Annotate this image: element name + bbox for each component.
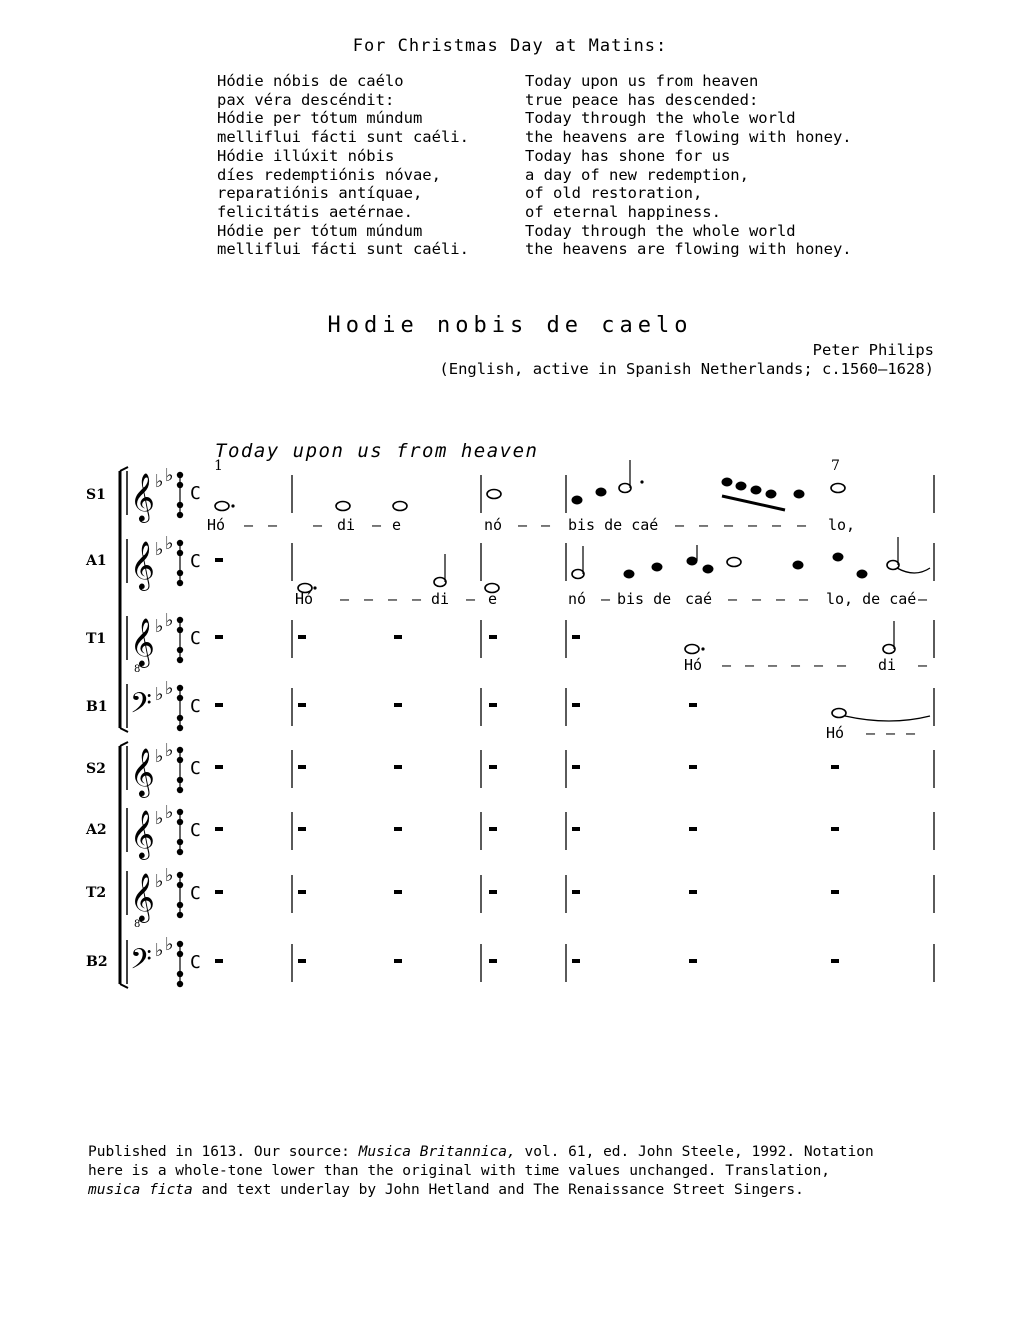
rest-mark [298,765,306,769]
time-signature: C [190,883,201,904]
flat-icon: ♭ [165,533,174,554]
lyric-hyphen: – [797,516,807,534]
augmentation-dot [640,480,643,483]
latin-line: Hódie per tótum múndum [217,221,423,240]
rest-mark [831,890,839,894]
flat-icon: ♭ [165,802,174,823]
rest-mark [215,959,223,963]
latin-line: reparatiónis antíquae, [217,184,423,203]
rest-mark [215,827,223,831]
bass-clef-icon: 𝄢 [130,943,152,983]
rest-mark [572,890,580,894]
rest-mark [689,890,697,894]
half-note [619,484,631,493]
lyric-hyphen: – [918,590,928,608]
english-line: Today upon us from heaven [525,72,759,90]
english-line: of old restoration, [525,184,703,203]
quarter-note [596,488,607,497]
time-signature: C [190,483,201,504]
voice-label-s2: S2 [86,761,106,777]
quarter-note [687,557,698,566]
time-signature: C [190,758,201,779]
rest-mark [689,959,697,963]
rest-mark [298,635,306,639]
flat-icon: ♭ [155,871,164,892]
lyric-hyphen: – [906,724,916,742]
lyric-hyphen: – [364,590,374,608]
lyric-hyphen: – [791,656,801,674]
lyric-hyphen: – [768,656,778,674]
lyric-hyphen: – [837,656,847,674]
flat-icon: ♭ [165,865,174,886]
latin-line: Hódie illúxit nóbis [217,146,395,165]
lyric-hyphen: – [675,516,685,534]
composer-name: Peter Philips [812,341,934,359]
whole-note [685,645,699,654]
english-line: of eternal happiness. [525,202,721,221]
rest-mark [215,635,223,639]
measure-number-1: 1 [214,458,223,474]
lyric-hyphen: – [388,590,398,608]
rest-mark [489,635,497,639]
lyric-hyphen: – [799,590,809,608]
rest-mark [489,890,497,894]
rest-mark [572,827,580,831]
lyric-hyphen: – [745,656,755,674]
lyric-hyphen: – [518,516,528,534]
rest-mark [489,959,497,963]
rest-mark [572,765,580,769]
quarter-note [794,490,805,499]
lyric-hyphen: – [814,656,824,674]
rest-mark [572,959,580,963]
half-note [572,570,584,579]
rest-mark [831,827,839,831]
lyric-syllable: Hó [684,656,703,674]
voice-label-a1: A1 [86,553,107,569]
lyric-syllable: nó [568,590,587,608]
flat-icon: ♭ [165,934,174,955]
quarter-note [722,478,733,487]
footer-text: Published in 1613. Our source: [88,1144,359,1160]
footer-text: and text underlay by John Hetland and The Renaissance Street Singers. [192,1182,804,1198]
lyric-syllable: nó [484,516,503,534]
rest-mark [831,765,839,769]
flat-icon: ♭ [155,746,164,767]
lyric-hyphen: – [866,724,876,742]
latin-line: melliflui fácti sunt caéli. [217,240,469,259]
english-line: Today through the whole world [525,221,796,240]
quarter-note [572,496,583,505]
lyric-hyphen: – [918,656,928,674]
quarter-note [703,565,714,574]
time-signature: C [190,628,201,649]
lyric-syllable: caé [685,590,713,608]
rest-mark [394,635,402,639]
tie [845,716,930,721]
rest-mark [394,827,402,831]
english-line: true peace has descended: [525,90,759,109]
whole-note [832,709,846,718]
time-signature: C [190,551,201,572]
lyric-hyphen: – [412,590,422,608]
publication-note [88,1143,938,1200]
whole-note [393,502,407,511]
treble-clef-icon: 𝄞 [130,472,155,521]
treble-clef-icon: 𝄞 [130,809,155,858]
lyric-hyphen: – [886,724,896,742]
augmentation-dot [313,586,316,589]
rest-mark [298,959,306,963]
lyric-syllable: di [878,656,897,674]
lyric-syllable: Hó [207,516,226,534]
rest-mark [298,827,306,831]
treble-clef-icon: 𝄞 [130,617,155,666]
latin-line: melliflui fácti sunt caéli. [217,128,469,147]
whole-note [215,502,229,511]
lyric-syllable: e [488,590,498,608]
latin-line: díes redemptiónis nóvae, [217,165,441,184]
lyric-syllable: di [431,590,450,608]
latin-line: Hódie per tótum múndum [217,109,423,128]
lyric-syllable: e [392,516,402,534]
voice-label-a2: A2 [86,822,107,838]
bass-clef-icon: 𝄢 [130,687,152,727]
rest-mark [572,635,580,639]
lyric-syllable: di [337,516,356,534]
quarter-note [751,486,762,495]
rest-mark [689,703,697,707]
rest-mark [215,703,223,707]
flat-icon: ♭ [155,539,164,560]
flat-icon: ♭ [155,616,164,637]
lyric-hyphen: – [541,516,551,534]
rest-mark [489,827,497,831]
flat-icon: ♭ [155,940,164,961]
rest-mark [215,890,223,894]
page-heading: For Christmas Day at Matins: [352,36,668,56]
bracket-hook [120,984,128,988]
lyric-hyphen: – [776,590,786,608]
lyric-hyphen: – [268,516,278,534]
bracket-hook [120,728,128,732]
flat-icon: ♭ [155,684,164,705]
piece-title: Hodie nobis de caelo [327,313,693,338]
measure-number-7: 7 [831,458,840,474]
rest-mark [689,765,697,769]
flat-icon: ♭ [155,808,164,829]
lyric-hyphen: – [728,590,738,608]
lyric-hyphen: – [722,656,732,674]
lyric-hyphen: – [748,516,758,534]
voice-label-b1: B1 [86,699,108,715]
rest-mark [489,703,497,707]
lyric-hyphen: – [772,516,782,534]
flat-icon: ♭ [165,610,174,631]
whole-note [831,484,845,493]
quarter-note [833,553,844,562]
voice-label-t1: T1 [86,631,107,647]
rest-mark [394,765,402,769]
whole-note [336,502,350,511]
lyric-hyphen: – [699,516,709,534]
latin-line: pax véra descéndit: [217,90,395,109]
rest-mark [215,558,223,562]
source-title: Musica Britannica, [358,1144,516,1160]
lyric-syllable: lo, [828,516,856,534]
flat-icon: ♭ [165,740,174,761]
rest-mark [394,959,402,963]
voice-label-s1: S1 [86,487,106,503]
lyric-hyphen: – [244,516,254,534]
quarter-note [793,561,804,570]
tempo-text: Today upon us from heaven [215,440,539,462]
bracket-hook [120,467,128,471]
lyric-syllable: Hó [295,590,314,608]
treble-clef-icon: 𝄞 [130,540,155,589]
bracket-hook [120,742,128,746]
lyric-hyphen: – [372,516,382,534]
lyric-syllable: lo, de caé [826,590,917,608]
octave-marker: 8 [134,664,141,675]
rest-mark [489,765,497,769]
treble-clef-icon: 𝄞 [130,747,155,796]
quarter-note [857,570,868,579]
latin-line: felicitátis aetérnae. [217,202,413,221]
lyric-hyphen: – [340,590,350,608]
english-line: the heavens are flowing with honey. [525,128,852,147]
time-signature: C [190,820,201,841]
beam [722,496,785,510]
rest-mark [394,890,402,894]
augmentation-dot [701,647,704,650]
footer-text: here is a whole-tone lower than the original with time values unchanged. Translation, [88,1163,831,1179]
flat-icon: ♭ [155,471,164,492]
rest-mark [215,765,223,769]
rest-mark [689,827,697,831]
english-line: Today through the whole world [525,109,796,128]
octave-marker: 8 [134,919,141,930]
time-signature: C [190,952,201,973]
english-line: a day of new redemption, [525,165,749,184]
footer-text: vol. 61, ed. John Steele, 1992. Notation [515,1144,874,1160]
flat-icon: ♭ [165,465,174,486]
tie [897,568,930,573]
time-signature: C [190,696,201,717]
lyric-hyphen: – [601,590,611,608]
latin-line: Hódie nóbis de caélo [217,72,404,90]
lyric-syllable: bis de [617,590,672,608]
rest-mark [394,703,402,707]
rest-mark [298,890,306,894]
voice-label-t2: T2 [86,885,107,901]
lyric-hyphen: – [313,516,323,534]
english-line: Today has shone for us [525,146,731,165]
whole-note [727,558,741,567]
augmentation-dot [231,504,234,507]
rest-mark [572,703,580,707]
quarter-note [766,490,777,499]
whole-note [487,490,501,499]
treble-clef-icon: 𝄞 [130,872,155,921]
half-note [434,578,446,587]
musica-ficta: musica ficta [88,1182,193,1198]
quarter-note [652,563,663,572]
lyric-syllable: Hó [826,724,845,742]
lyric-hyphen: – [724,516,734,534]
composer-note: (English, active in Spanish Netherlands; c.1560–1628) [439,360,934,378]
rest-mark [831,959,839,963]
rest-mark [298,703,306,707]
lyric-hyphen: – [752,590,762,608]
flat-icon: ♭ [165,678,174,699]
lyric-syllable: bis de caé [568,516,659,534]
english-line: the heavens are flowing with honey. [525,240,852,259]
quarter-note [736,482,747,491]
lyric-hyphen: – [466,590,476,608]
quarter-note [624,570,635,579]
half-note [883,645,895,654]
voice-label-b2: B2 [86,954,108,970]
